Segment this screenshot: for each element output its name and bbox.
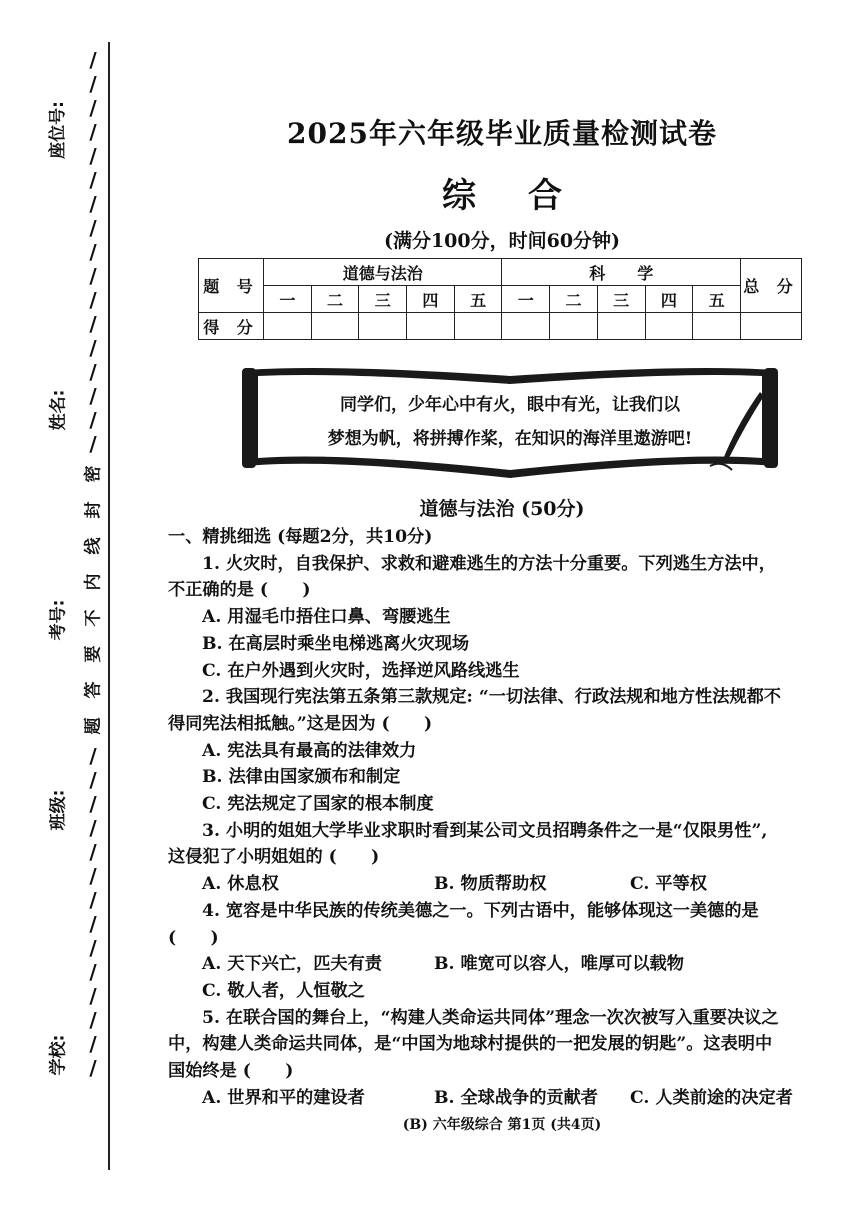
cut-line-slash: / — [89, 384, 97, 408]
question-1-stem-cont: 不正确的是 ( ) — [168, 580, 311, 601]
cut-line-slash: / — [89, 312, 97, 336]
cut-line-slash: / — [89, 432, 97, 456]
question-number-cell: 一 — [502, 286, 550, 313]
question-5-options — [168, 1085, 836, 1112]
question-3-option-a[interactable]: A. 休息权 — [202, 874, 279, 895]
group-science: 科 学 — [502, 259, 741, 286]
question-number-cell: 五 — [454, 286, 502, 313]
cut-line-slash: / — [89, 240, 97, 264]
question-number-row — [199, 286, 802, 313]
score-cell[interactable] — [454, 313, 502, 340]
slash-segment-top — [89, 48, 96, 456]
question-3-option-c[interactable]: C. 平等权 — [630, 874, 707, 895]
exam-meta: (满分100分，时间60分钟) — [383, 230, 621, 252]
cut-line-slash: / — [89, 48, 97, 72]
seal-warning-char: 答 — [83, 681, 103, 699]
subject-title: 综合 — [442, 176, 614, 216]
cut-line-slash: / — [89, 840, 97, 864]
question-4-option-c[interactable]: C. 敬人者，人恒敬之 — [202, 980, 365, 1001]
total-score-header: 总 分 — [741, 259, 802, 313]
question-2-option-c[interactable]: C. 宪法规定了国家的根本制度 — [202, 794, 434, 815]
cut-line-slash: / — [89, 744, 97, 768]
score-cell[interactable] — [645, 313, 693, 340]
cut-line-slash: / — [89, 768, 97, 792]
cut-line-slash: / — [89, 1032, 97, 1056]
binding-margin — [0, 0, 130, 1215]
question-number-cell: 五 — [693, 286, 741, 313]
cut-line-slash: / — [89, 216, 97, 240]
question-5-option-a[interactable]: A. 世界和平的建设者 — [202, 1087, 365, 1108]
question-number-cell: 二 — [311, 286, 359, 313]
part-heading: 一、精挑细选 (每题2分，共10分) — [168, 527, 433, 547]
question-3-option-b[interactable]: B. 物质帮助权 — [434, 874, 547, 895]
cut-line-slash: / — [89, 408, 97, 432]
cut-line-slash: / — [89, 1008, 97, 1032]
seal-warning-char: 密 — [83, 465, 103, 483]
score-cell[interactable] — [407, 313, 455, 340]
score-row — [199, 313, 802, 340]
message-line-2: 梦想为帆，将拼搏作桨，在知识的海洋里遨游吧! — [327, 429, 693, 449]
school-field[interactable] — [28, 1034, 88, 1076]
question-number-cell: 三 — [359, 286, 407, 313]
group-morality-law: 道德与法治 — [264, 259, 502, 286]
cut-line-slash: / — [89, 144, 97, 168]
cut-line-slash: / — [89, 912, 97, 936]
score-cell[interactable] — [311, 313, 359, 340]
question-4-option-a[interactable]: A. 天下兴亡，匹夫有责 — [202, 954, 382, 975]
encouragement-message — [270, 388, 750, 456]
question-4-option-b[interactable]: B. 唯宽可以容人，唯厚可以载物 — [434, 954, 684, 975]
question-number-cell: 四 — [407, 286, 455, 313]
question-5-stem-cont: 中，构建人类命运共同体，是“中国为地球村提供的一把发展的钥匙”。这表明中 — [168, 1034, 773, 1055]
class-field[interactable] — [28, 789, 88, 831]
page-footer: (B) 六年级综合 第1页 (共4页) — [402, 1117, 602, 1133]
exam-title: 2025年六年级毕业质量检测试卷 — [287, 117, 717, 150]
cut-line-slash: / — [89, 888, 97, 912]
cut-line-slash: / — [89, 264, 97, 288]
question-4-options-ab — [168, 951, 836, 978]
cut-line-slash: / — [89, 936, 97, 960]
question-2-stem: 2. 我国现行宪法第五条第三款规定: “一切法律、行政法规和地方性法规都不 — [202, 687, 781, 708]
cut-line-slash: / — [89, 168, 97, 192]
question-3-stem: 3. 小明的姐姐大学毕业求职时看到某公司文员招聘条件之一是“仅限男性”, — [202, 820, 768, 841]
seal-warning-char: 内 — [83, 573, 103, 591]
binding-rule — [108, 42, 110, 1170]
section-heading: 道德与法治 (50分) — [419, 498, 585, 520]
question-1-stem: 1. 火灾时，自我保护、求救和避难逃生的方法十分重要。下列逃生方法中， — [202, 553, 776, 574]
cut-line-slash: / — [89, 336, 97, 360]
cut-line-slash: / — [89, 96, 97, 120]
question-3-options — [168, 871, 836, 898]
score-cell[interactable] — [264, 313, 312, 340]
question-area — [168, 524, 836, 1111]
question-number-cell: 三 — [597, 286, 645, 313]
exam-number-field[interactable] — [28, 599, 88, 641]
cut-line-slash: / — [89, 288, 97, 312]
question-2-option-a[interactable]: A. 宪法具有最高的法律效力 — [202, 740, 417, 761]
cut-line-slash: / — [89, 72, 97, 96]
slash-segment-bottom — [89, 744, 96, 1080]
total-score-cell[interactable] — [741, 313, 802, 340]
class-label: 班级: — [48, 789, 68, 831]
question-4-stem: 4. 宽容是中华民族的传统美德之一。下列古语中，能够体现这一美德的是 — [202, 900, 759, 921]
name-field[interactable] — [28, 389, 88, 431]
cut-line-slash: / — [89, 984, 97, 1008]
question-number-cell: 二 — [550, 286, 598, 313]
cut-line-slash: / — [89, 192, 97, 216]
question-number-cell: 四 — [645, 286, 693, 313]
exam-number-label: 考号: — [48, 599, 68, 641]
question-5-option-c[interactable]: C. 人类前途的决定者 — [630, 1087, 793, 1108]
cut-line-slash: / — [89, 120, 97, 144]
school-label: 学校: — [48, 1034, 68, 1076]
cut-line-slash: / — [89, 1056, 97, 1080]
score-cell[interactable] — [502, 313, 550, 340]
score-cell[interactable] — [550, 313, 598, 340]
question-5-stem-cont-2: 国始终是 ( ) — [168, 1061, 294, 1082]
question-5-stem: 5. 在联合国的舞台上，“构建人类命运共同体”理念一次次被写入重要决议之 — [202, 1007, 779, 1028]
score-table — [198, 258, 802, 340]
question-3-stem-cont: 这侵犯了小明姐姐的 ( ) — [168, 847, 380, 868]
score-cell[interactable] — [359, 313, 407, 340]
cut-line-slash: / — [89, 816, 97, 840]
question-2-option-b[interactable]: B. 法律由国家颁布和制定 — [202, 767, 401, 788]
cut-line-slash: / — [89, 864, 97, 888]
seat-number-field[interactable] — [28, 101, 88, 159]
cut-line-slash: / — [89, 792, 97, 816]
score-row-label: 得 分 — [199, 313, 264, 340]
question-1-option-c[interactable]: C. 在户外遇到火灾时，选择逆风路线逃生 — [202, 660, 520, 681]
seal-warning-char: 线 — [83, 537, 103, 555]
cut-line-slash: / — [89, 960, 97, 984]
seat-number-label: 座位号: — [48, 101, 68, 159]
message-line-1: 同学们，少年心中有火，眼中有光，让我们以 — [340, 395, 680, 415]
question-1-option-a[interactable]: A. 用湿毛巾捂住口鼻、弯腰逃生 — [202, 607, 451, 628]
question-2-stem-cont: 得同宪法相抵触。”这是因为 ( ) — [168, 713, 433, 734]
question-5-option-b[interactable]: B. 全球战争的贡献者 — [434, 1087, 598, 1108]
name-label: 姓名: — [48, 389, 68, 431]
score-cell[interactable] — [597, 313, 645, 340]
seal-line — [82, 48, 104, 1168]
cut-line-slash: / — [89, 360, 97, 384]
seal-warning — [85, 462, 102, 738]
score-cell[interactable] — [693, 313, 741, 340]
seal-warning-char: 题 — [83, 717, 103, 735]
question-number-header: 题 号 — [199, 259, 264, 313]
question-number-cell: 一 — [264, 286, 312, 313]
seal-warning-char: 要 — [83, 645, 103, 663]
encouragement-banner — [240, 362, 780, 484]
seal-warning-char: 不 — [83, 609, 103, 627]
question-4-stem-cont: ( ) — [168, 927, 219, 948]
seal-warning-char: 封 — [83, 501, 103, 519]
question-1-option-b[interactable]: B. 在高层时乘坐电梯逃离火灾现场 — [202, 633, 470, 654]
